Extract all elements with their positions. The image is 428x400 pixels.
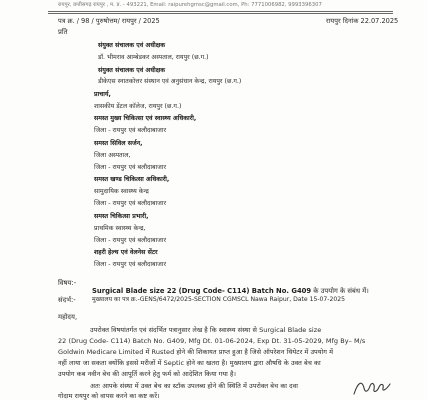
header-rule-bottom <box>48 13 393 14</box>
recipient-line: जिला - रायपुर एवं बलौदाबाजार <box>94 261 167 268</box>
recipient-title: समस्त सिविल सर्जन, <box>94 140 143 147</box>
body-line: 22 (Drug Code- C114) Batch No. G409, Mfg Dt. 01-06-2024, Exp Dt. 31-05-2029, Mfg By– M/s <box>58 337 366 345</box>
letter-date: रायपुर दिनांक 22.07.2025 <box>326 17 399 25</box>
recipient-title: समस्त मुख्य चिकित्सा एवं स्वास्थ्य अधिकारी, <box>94 115 197 122</box>
subject-label: विषय:- <box>58 279 77 287</box>
letter-number: पत्र क्र. / 98 / पुरुषोत्तम/ रायपुर / 2025 <box>58 17 160 25</box>
body-line: उपरोक्त विषयांतर्गत एवं संदर्भित पत्रानुसार लेख है कि स्वास्थ्य संस्था से Surgical Blade size <box>90 326 322 334</box>
header-rule-top <box>48 11 393 12</box>
recipient-title: संयुक्त संचालक एवं अधीक्षक <box>98 67 166 74</box>
body-line: नहीं लाया जा सकता क्योंकि इससे मरीजों में Septic होने का खतरा है। मुख्यालय द्वारा औषधि के उक्त बेच का <box>58 359 321 367</box>
body-line: अतः आपके संस्था में उक्त बेच का स्टॉक उपलब्ध होने की स्थिति में उपरोक्त बेच का दवा <box>90 382 299 390</box>
recipient-title: प्राचार्य, <box>94 91 111 98</box>
subject-bold-text: Surgical Blade size 22 (Drug Code- C114) Batch No. G409 <box>92 287 312 295</box>
recipient-line: जिला - रायपुर एवं बलौदाबाजार <box>94 200 167 207</box>
recipient-line: जिला - रायपुर एवं बलौदाबाजार <box>94 237 167 244</box>
body-line: उपयोग कब नवीन बेच की आपूर्ति करने हेतु फर्म को आदेशित किया गया है। <box>58 370 237 378</box>
body-line: Goldwin Medicare Limited में Rusted होने की शिकायत प्राप्त हुआ है जिसे ऑपरेशन थियेटर में उपयोग में <box>58 348 334 356</box>
recipient-title: शहरी हेल्थ एवं वेलनेस सेंटर <box>94 249 158 256</box>
recipient-line: सामुदायिक स्वास्थ्य केन्द्र <box>94 188 149 195</box>
salutation: महोदय, <box>58 313 78 321</box>
recipient-title: समस्त खण्ड चिकित्सा अधिकारी, <box>94 176 170 183</box>
recipient-line: डीकेएस स्नातकोत्तर संस्थान एवं अनुसंधान केन्द्र, रायपुर (छ.ग.) <box>98 78 242 85</box>
signature-mark <box>352 378 392 398</box>
recipient-line: प्राथमिक स्वास्थ्य केन्द्र, <box>94 225 146 232</box>
recipient-line: जिला अस्पताल, <box>94 152 131 159</box>
recipient-line: जिला - रायपुर एवं बलौदाबाजार <box>94 127 167 134</box>
recipient-title: समस्त चिकित्सा प्रभारी, <box>94 213 149 220</box>
subject-text <box>92 280 369 296</box>
header-address-line: रायपुर, छत्तीसगढ़ रायपुर , म. प्र. - 493221, Email: raipurehgmsc@gmail.com, Ph: 7771006982, 9993396307 <box>58 2 322 8</box>
recipient-title: संयुक्त संचालक एवं अधीक्षक <box>98 42 166 49</box>
recipient-line: जिला - रायपुर एवं बलौदाबाजार <box>94 164 167 171</box>
recipient-line: शासकीय डेंटल कॉलेज, रायपुर (छ.ग.) <box>94 103 182 110</box>
recipient-heading: प्रति <box>58 28 68 36</box>
body-line: गोदाम रायपुर को वापस करने का कष्ट करें। <box>58 392 160 400</box>
reference-label: संदर्भ:- <box>58 296 76 304</box>
subject-rest-text: के उपयोग के संबंध में। <box>311 287 369 295</box>
recipient-line: डॉ. भीमराव आम्बेडकर अस्पताल, रायपुर (छ.ग.) <box>98 54 209 61</box>
reference-text: मुख्यालय का पत्र क्र.-GENS/6472/2025-SECTION CGMSCL Nawa Raipur, Date 15-07-2025 <box>92 296 345 303</box>
